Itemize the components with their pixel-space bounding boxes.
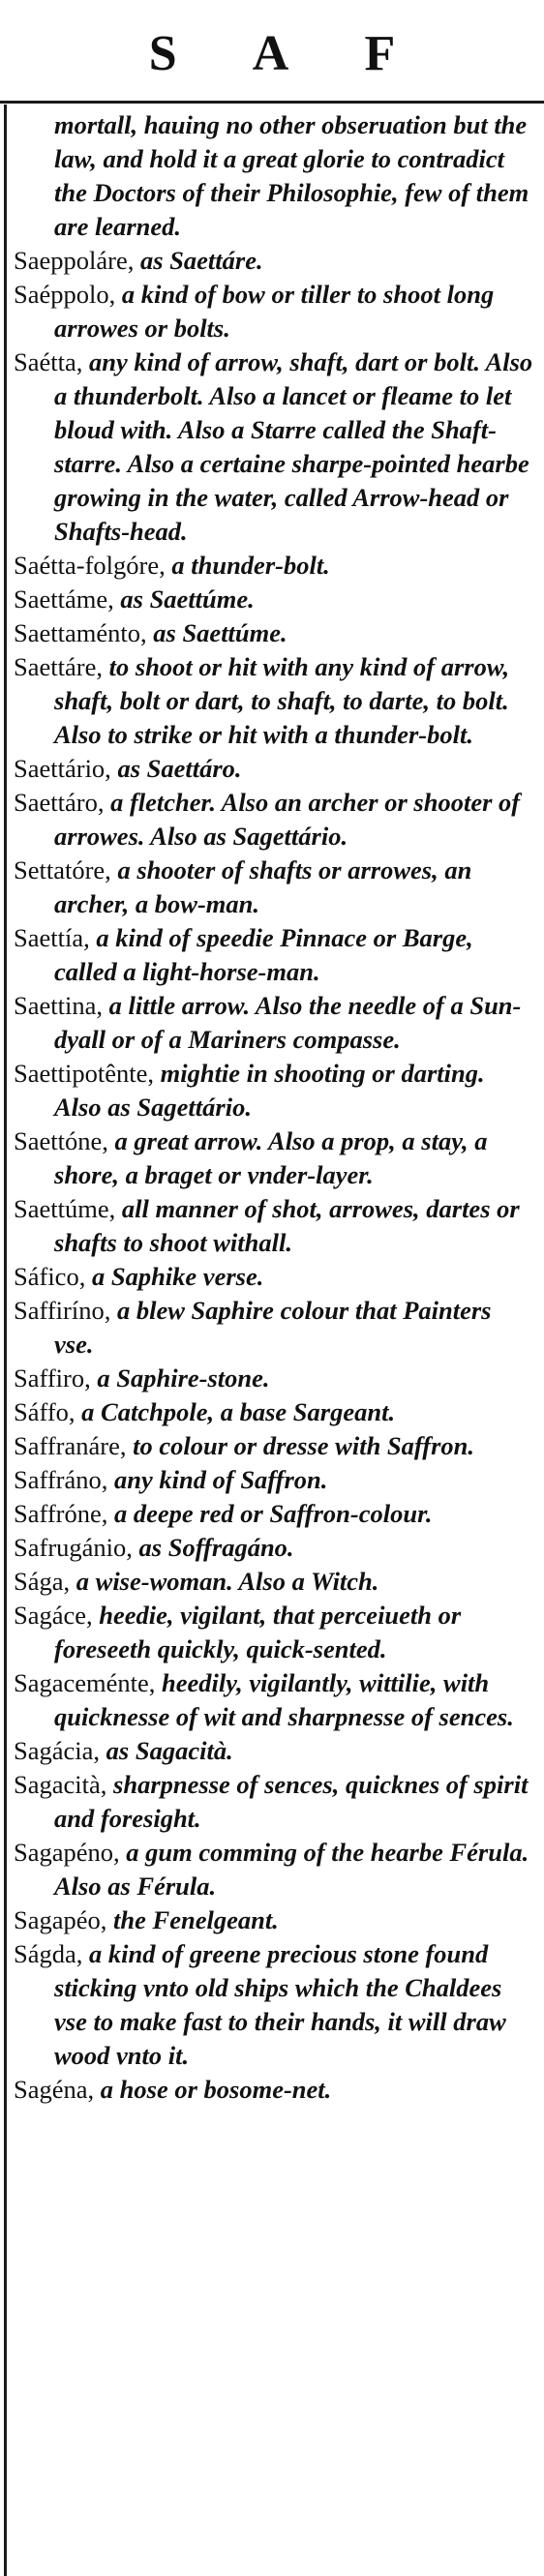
dictionary-entry [14, 854, 536, 921]
entry-headword: Saettúme, [14, 1194, 116, 1223]
entry-headword: Saétta, [14, 347, 83, 376]
entry-definition: sharpnesse of sences, quicknes of spirit and foresight. [54, 1770, 529, 1833]
entry-definition: all manner of shot, arrowes, dartes or shafts to shoot withall. [54, 1194, 520, 1257]
entry-headword: Settatóre, [14, 855, 111, 884]
entry-definition: a fletcher. Also an archer or shooter of arrowes. Also as Sagettário. [54, 788, 521, 851]
column-rule [4, 105, 7, 2576]
dictionary-entry [14, 1768, 536, 1836]
entry-headword: Sagéna, [14, 2075, 95, 2104]
dictionary-entry [14, 1124, 536, 1192]
entry-headword: Sagapéno, [14, 1838, 120, 1867]
entry-definition: a kind of bow or tiller to shoot long arrowes or bolts. [54, 280, 495, 343]
entry-headword: Saffiríno, [14, 1296, 111, 1325]
entry-definition: as Soffragáno. [132, 1533, 294, 1562]
entry-headword: Sáffo, [14, 1397, 76, 1426]
entry-definition: a little arrow. Also the needle of a Sun-dyall or of a Mariners compasse. [54, 991, 522, 1054]
entry-headword: Sáfico, [14, 1262, 86, 1291]
entry-definition: any kind of Saffron. [107, 1465, 328, 1494]
dictionary-entry [14, 1260, 536, 1294]
dictionary-entry [14, 1666, 536, 1734]
entry-headword: Saettóne, [14, 1126, 108, 1155]
header-rule [0, 101, 544, 104]
entry-definition: as Sagacità. [100, 1736, 233, 1765]
entry-definition: a great arrow. Also a prop, a stay, a shore, a braget or vnder-layer. [54, 1126, 488, 1189]
entry-definition: a kind of speedie Pinnace or Barge, called a light-horse-man. [54, 923, 473, 986]
entry-definition: to colour or dresse with Saffron. [126, 1431, 475, 1460]
entry-definition: a kind of greene precious stone found sticking vnto old ships which the Chaldees vse to make fast to their hands, it will draw wood vnto it. [54, 1939, 506, 2070]
dictionary-entry [14, 650, 536, 752]
dictionary-entry [14, 1362, 536, 1395]
dictionary-entry [14, 1057, 536, 1124]
dictionary-entry [14, 1497, 536, 1531]
entry-headword: Saettina, [14, 991, 103, 1020]
entry-definition: a hose or bosome-net. [94, 2075, 332, 2104]
entry-definition: a shooter of shafts or arrowes, an archer, a bow-man. [54, 855, 472, 918]
entry-headword: Sagácia, [14, 1736, 101, 1765]
entry-definition: the Fenelgeant. [106, 1905, 279, 1934]
entry-headword: Saettário, [14, 754, 111, 783]
entry-headword: Sagapéo, [14, 1905, 107, 1934]
dictionary-entry [14, 278, 536, 345]
dictionary-entry [14, 1192, 536, 1260]
dictionary-entry [14, 1294, 536, 1362]
entry-headword: Saffráno, [14, 1465, 108, 1494]
dictionary-entry [14, 1565, 536, 1599]
dictionary-entry [14, 244, 536, 278]
entry-list [14, 244, 536, 2107]
running-head: S A F [148, 25, 429, 81]
entry-definition: a gum comming of the hearbe Férula. Also as Férula. [54, 1838, 529, 1901]
entry-definition: as Saettáro. [110, 754, 242, 783]
entry-definition: a wise-woman. Also a Witch. [70, 1567, 379, 1596]
entry-definition: a thunder-bolt. [165, 551, 330, 580]
entry-headword: Saeppoláre, [14, 246, 135, 275]
entry-definition: as Saettáre. [134, 246, 263, 275]
continued-definition [14, 108, 536, 244]
entry-headword: Sága, [14, 1567, 71, 1596]
dictionary-entry [14, 1836, 536, 1903]
dictionary-entry [14, 1734, 536, 1768]
entry-definition: any kind of arrow, shaft, dart or bolt. Also a thunderbolt. Also a lancet or fleame to let bloud with. Also a Starre called the Shaft-starre. Also a certaine sharpe-pointed hearbe growing in the water, called Arrow-head or Shafts-head. [54, 347, 533, 546]
entry-headword: Sagáce, [14, 1601, 93, 1630]
dictionary-entry [14, 786, 536, 854]
dictionary-entry [14, 1395, 536, 1429]
entry-definition: a deepe red or Saffron-colour. [107, 1499, 433, 1528]
entry-definition: a blew Saphire colour that Painters vse. [54, 1296, 492, 1359]
entry-headword: Saettipotênte, [14, 1059, 154, 1088]
entry-definition: as Saettúme. [113, 584, 255, 614]
entry-headword: Ságda, [14, 1939, 83, 1968]
entry-definition: a Saphire-stone. [90, 1363, 270, 1393]
entry-definition: a Saphike verse. [85, 1262, 264, 1291]
entry-headword: Saettaménto, [14, 618, 147, 647]
entry-headword: Saffróne, [14, 1499, 108, 1528]
dictionary-entry [14, 989, 536, 1057]
entry-headword: Saétta-folgóre, [14, 551, 166, 580]
entry-headword: Sagaceménte, [14, 1668, 156, 1697]
entry-headword: Saffiro, [14, 1363, 91, 1393]
entry-headword: Saettáre, [14, 652, 103, 681]
dictionary-entry [14, 1429, 536, 1463]
entry-definition: a Catchpole, a base Sargeant. [75, 1397, 396, 1426]
dictionary-entry [14, 549, 536, 583]
entry-headword: Saettáme, [14, 584, 114, 614]
dictionary-entry [14, 1937, 536, 2073]
entry-headword: Saettía, [14, 923, 90, 952]
entry-headword: Safrugánio, [14, 1533, 133, 1562]
dictionary-column [14, 108, 536, 2107]
dictionary-entry [14, 1463, 536, 1497]
dictionary-entry [14, 583, 536, 616]
dictionary-entry [14, 1903, 536, 1937]
dictionary-entry [14, 2073, 536, 2107]
entry-definition: to shoot or hit with any kind of arrow, shaft, bolt or dart, to shaft, to darte, to bolt. Also to strike or hit with a thunder-bolt. [54, 652, 510, 749]
entry-definition: as Saettúme. [146, 618, 287, 647]
entry-headword: Saéppolo, [14, 280, 116, 309]
dictionary-entry [14, 1531, 536, 1565]
continuation-text: mortall, hauing no other obseruation but the law, and hold it a great glorie to contradict the Doctors of their Philosophie, few of them are learned. [54, 110, 529, 241]
dictionary-entry [14, 1599, 536, 1666]
entry-headword: Sagacità, [14, 1770, 107, 1799]
entry-headword: Saffranáre, [14, 1431, 127, 1460]
dictionary-entry [14, 921, 536, 989]
entry-headword: Saettáro, [14, 788, 105, 817]
entry-definition: heedie, vigilant, that perceiueth or foreseeth quickly, quick-sented. [54, 1601, 462, 1663]
dictionary-entry [14, 345, 536, 549]
entry-definition: heedily, vigilantly, wittilie, with quicknesse of wit and sharpnesse of sences. [54, 1668, 514, 1731]
entry-definition: mightie in shooting or darting. Also as Sagettário. [54, 1059, 485, 1122]
dictionary-entry [14, 752, 536, 786]
dictionary-entry [14, 616, 536, 650]
page-header [0, 0, 544, 106]
